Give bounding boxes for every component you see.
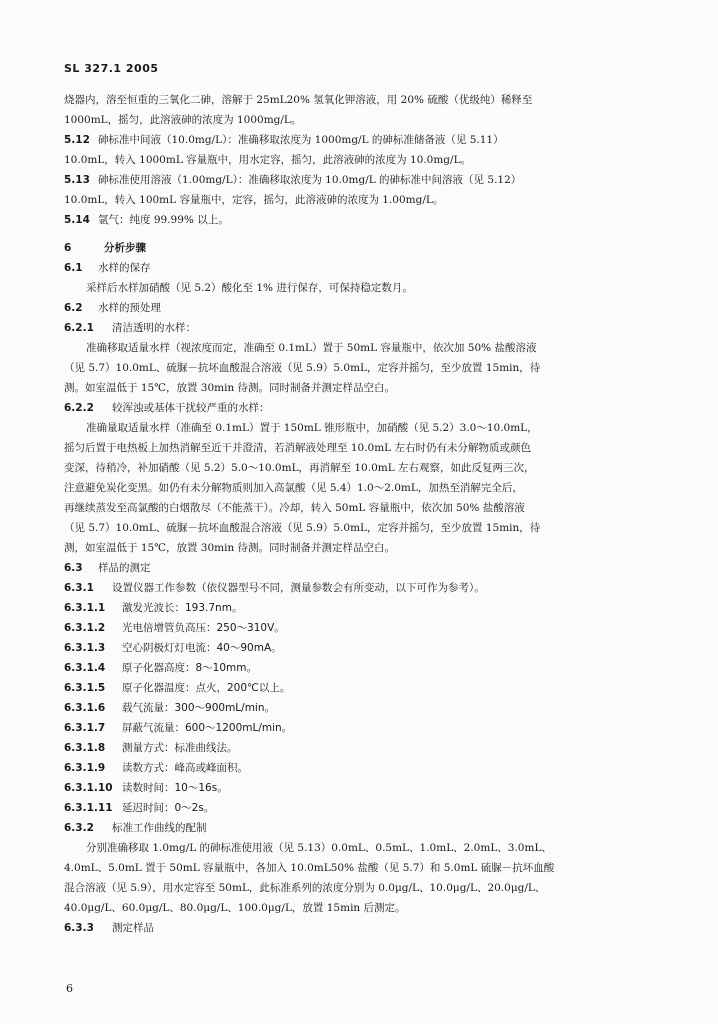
paragraph-line xyxy=(64,90,672,110)
paragraph-line xyxy=(64,358,672,378)
clause-number: 6.3.3 xyxy=(64,922,94,934)
clause-heading xyxy=(64,718,672,738)
clause-number: 6.3.1 xyxy=(64,582,94,594)
line-text: 10.0mL，转入 100mL 容量瓶中，定容，摇匀，此溶液砷的浓度为 1.00mg/L。 xyxy=(64,194,444,206)
clause-line xyxy=(64,210,672,230)
line-text: 屏蔽气流量：600～1200mL/min。 xyxy=(122,722,293,734)
paragraph-line xyxy=(64,838,672,858)
paragraph-line xyxy=(64,898,672,918)
clause-number: 6.3.1.3 xyxy=(64,642,106,654)
line-text: 光电倍增管负高压：250～310V。 xyxy=(122,622,285,634)
line-text: 水样的保存 xyxy=(98,262,151,274)
document-body xyxy=(64,90,672,938)
line-text: 原子化器高度：8～10mm。 xyxy=(122,662,257,674)
clause-number: 6.3.1.10 xyxy=(64,782,113,794)
clause-number: 6.3.1.9 xyxy=(64,762,106,774)
line-text: 分析步骤 xyxy=(104,242,146,254)
clause-heading xyxy=(64,818,672,838)
clause-number: 6.3.1.7 xyxy=(64,722,106,734)
line-text: 准确量取适量水样（准确至 0.1mL）置于 150mL 锥形瓶中，加硝酸（见 5.2）3.0～10.0mL， xyxy=(86,422,538,434)
line-text: 准确移取适量水样（视浓度而定，准确至 0.1mL）置于 50mL 容量瓶中，依次加 50% 盐酸溶液 xyxy=(86,342,537,354)
clause-heading xyxy=(64,758,672,778)
line-text: 测，如室温低于 15℃，放置 30min 待测。同时制备并测定样品空白。 xyxy=(64,542,396,554)
line-text: 样品的测定 xyxy=(98,562,151,574)
clause-number: 6.2.1 xyxy=(64,322,94,334)
clause-heading xyxy=(64,638,672,658)
paragraph-line xyxy=(64,538,672,558)
clause-number: 6.3.1.1 xyxy=(64,602,106,614)
line-text: 砷标准中间液（10.0mg/L）：准确移取浓度为 1000mg/L 的砷标准储备液（见 5.11） xyxy=(98,134,504,146)
clause-heading xyxy=(64,798,672,818)
paragraph-line xyxy=(64,438,672,458)
line-text: 载气流量：300～900mL/min。 xyxy=(122,702,275,714)
paragraph-line xyxy=(64,278,672,298)
clause-heading xyxy=(64,598,672,618)
clause-number: 6.3.2 xyxy=(64,822,94,834)
document-code-header: SL 327.1 2005 xyxy=(64,62,159,75)
paragraph-line xyxy=(64,338,672,358)
line-text: 空心阴极灯灯电流：40～90mA。 xyxy=(122,642,282,654)
line-text: 1000mL，摇匀，此溶液砷的浓度为 1000mg/L。 xyxy=(64,114,302,126)
paragraph-line xyxy=(64,418,672,438)
line-text: （见 5.7）10.0mL、硫脲－抗坏血酸混合溶液（见 5.9）5.0mL，定容并摇匀，至少放置 15min，待 xyxy=(64,362,541,374)
line-text: 注意避免炭化变黑。如仍有未分解物质则加入高氯酸（见 5.4）1.0～2.0mL，加热至消解完全后， xyxy=(64,482,523,494)
line-text: 烧器内，溶至恒重的三氧化二砷，溶解于 25mL20% 氢氧化钾溶液，用 20% 硫酸（优级纯）稀释至 xyxy=(64,94,533,106)
section-heading xyxy=(64,238,672,258)
clause-number: 5.13 xyxy=(64,174,90,186)
line-text: 激发光波长：193.7nm。 xyxy=(122,602,243,614)
line-text: 分别准确移取 1.0mg/L 的砷标准使用液（见 5.13）0.0mL、0.5mL、1.0mL、2.0mL、3.0mL、 xyxy=(86,842,552,854)
clause-heading xyxy=(64,778,672,798)
clause-heading xyxy=(64,578,672,598)
line-text: 氩气：纯度 99.99% 以上。 xyxy=(98,214,229,226)
clause-number: 6.3.1.2 xyxy=(64,622,106,634)
paragraph-line xyxy=(64,190,672,210)
clause-line xyxy=(64,170,672,190)
paragraph-line xyxy=(64,518,672,538)
paragraph-line xyxy=(64,458,672,478)
clause-number: 6.2 xyxy=(64,302,83,314)
line-text: 采样后水样加硝酸（见 5.2）酸化至 1% 进行保存，可保持稳定数月。 xyxy=(86,282,413,294)
clause-number: 6.3.1.5 xyxy=(64,682,106,694)
line-text: 读数方式：峰高或峰面积。 xyxy=(122,762,248,774)
line-text: 原子化器温度：点火，200℃以上。 xyxy=(122,682,291,694)
line-text: 再继续蒸发至高氯酸的白烟散尽（不能蒸干）。冷却，转入 50mL 容量瓶中，依次加 50% 盐酸溶液 xyxy=(64,502,525,514)
line-text: 较浑浊或基体干扰较严重的水样： xyxy=(112,402,270,414)
clause-number: 6.3.1.11 xyxy=(64,802,113,814)
clause-number: 6.1 xyxy=(64,262,83,274)
clause-heading xyxy=(64,918,672,938)
clause-number: 5.14 xyxy=(64,214,90,226)
line-text: 测。如室温低于 15℃，放置 30min 待测。同时制备并测定样品空白。 xyxy=(64,382,396,394)
line-text: 砷标准使用溶液（1.00mg/L）：准确移取浓度为 10.0mg/L 的砷标准中间溶液（见 5.12） xyxy=(98,174,522,186)
line-text: 清洁透明的水样： xyxy=(112,322,196,334)
clause-heading xyxy=(64,738,672,758)
clause-heading xyxy=(64,678,672,698)
clause-number: 6.3.1.6 xyxy=(64,702,106,714)
page-number: 6 xyxy=(66,982,73,995)
line-text: 4.0mL、5.0mL 置于 50mL 容量瓶中，各加入 10.0mL50% 盐酸（见 5.7）和 5.0mL 硫脲－抗坏血酸 xyxy=(64,862,555,874)
clause-heading xyxy=(64,618,672,638)
clause-heading xyxy=(64,658,672,678)
line-text: 混合溶液（见 5.9），用水定容至 50mL，此标准系列的浓度分别为 0.0μg/L、10.0μg/L、20.0μg/L、 xyxy=(64,882,546,894)
paragraph-line xyxy=(64,498,672,518)
line-text: （见 5.7）10.0mL、硫脲－抗坏血酸混合溶液（见 5.9）5.0mL，定容并摇匀，至少放置 15min，待 xyxy=(64,522,541,534)
clause-heading xyxy=(64,258,672,278)
paragraph-line xyxy=(64,878,672,898)
clause-heading xyxy=(64,698,672,718)
line-text: 变深，待稍冷，补加硝酸（见 5.2）5.0～10.0mL，再消解至 10.0mL 左右观察，如此反复两三次， xyxy=(64,462,535,474)
paragraph-line xyxy=(64,858,672,878)
clause-heading xyxy=(64,298,672,318)
clause-heading xyxy=(64,398,672,418)
paragraph-line xyxy=(64,378,672,398)
line-text: 摇匀后置于电热板上加热消解至近干并澄清，若消解液处理至 10.0mL 左右时仍有未分解物质或颜色 xyxy=(64,442,531,454)
clause-number: 5.12 xyxy=(64,134,90,146)
clause-heading xyxy=(64,558,672,578)
clause-number: 6.2.2 xyxy=(64,402,94,414)
line-text: 设置仪器工作参数（依仪器型号不同，测量参数会有所变动，以下可作为参考）。 xyxy=(112,582,485,594)
line-text: 标准工作曲线的配制 xyxy=(112,822,207,834)
clause-number: 6 xyxy=(64,242,72,254)
paragraph-line xyxy=(64,150,672,170)
line-text: 40.0μg/L、60.0μg/L、80.0μg/L、100.0μg/L，放置 15min 后测定。 xyxy=(64,902,406,914)
line-text: 水样的预处理 xyxy=(98,302,161,314)
line-text: 读数时间：10～16s。 xyxy=(122,782,228,794)
line-text: 延迟时间：0～2s。 xyxy=(122,802,215,814)
line-text: 测定样品 xyxy=(112,922,154,934)
clause-number: 6.3.1.4 xyxy=(64,662,106,674)
clause-number: 6.3 xyxy=(64,562,83,574)
clause-number: 6.3.1.8 xyxy=(64,742,106,754)
paragraph-line xyxy=(64,478,672,498)
line-text: 10.0mL，转入 1000mL 容量瓶中，用水定容，摇匀，此溶液砷的浓度为 10.0mg/L。 xyxy=(64,154,472,166)
clause-heading xyxy=(64,318,672,338)
clause-line xyxy=(64,130,672,150)
paragraph-line xyxy=(64,110,672,130)
line-text: 测量方式：标准曲线法。 xyxy=(122,742,238,754)
